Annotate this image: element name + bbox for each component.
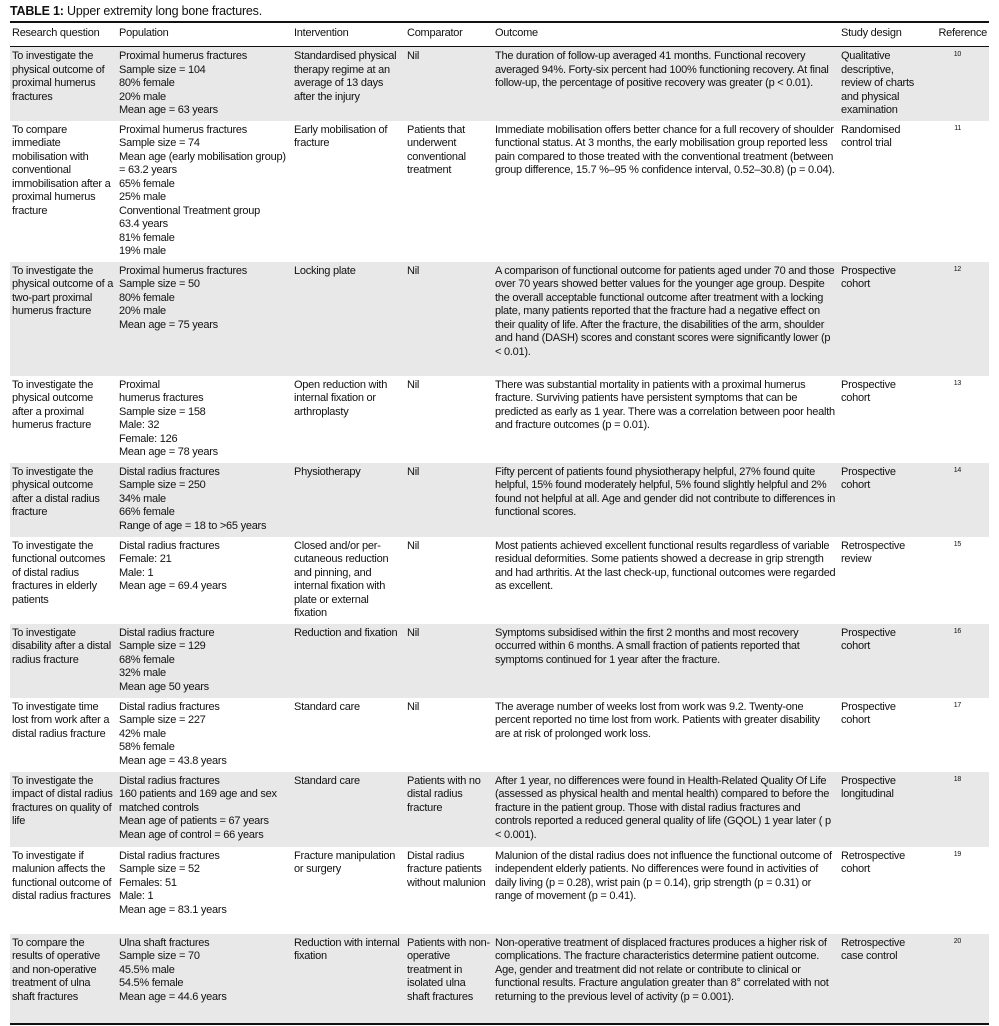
fractures-table — [10, 21, 989, 1025]
cell-research-question: To investigate time lost from work after a distal radius fracture — [12, 700, 110, 740]
population-line: Distal radius fractures — [119, 849, 220, 862]
cell-comparator: Distal radius fracture patients without malunion — [407, 849, 486, 889]
population-line: 32% male — [119, 667, 166, 679]
population-line: Sample size = 50 — [119, 278, 200, 290]
cell-study-design: Prospective longitudinal — [841, 774, 896, 800]
population-line: 63.4 years — [119, 218, 168, 230]
population-line: Mean age = 69.4 years — [119, 580, 227, 592]
population-line: Mean age 50 years — [119, 680, 209, 693]
cell-population — [117, 624, 292, 698]
population-line: 25% male — [119, 191, 166, 203]
cell-study-design: Randomised control trial — [841, 123, 901, 149]
population-line: 68% female — [119, 653, 175, 666]
cell-intervention: Reduction with internal fixation — [294, 936, 400, 962]
population-line: Mean age of patients = 67 years — [119, 815, 269, 827]
table-row — [10, 537, 989, 624]
caption-label: TABLE 1: — [10, 4, 64, 18]
cell-reference: 15 — [953, 540, 961, 548]
population-line: Female: 126 — [119, 432, 178, 445]
cell-intervention: Fracture manipulation or surgery — [294, 849, 396, 875]
population-line: Sample size = 74 — [119, 137, 200, 149]
population-line: Mean age = 44.6 years — [119, 990, 227, 1003]
cell-population — [117, 47, 292, 121]
population-line: Mean age = 63 years — [119, 104, 218, 116]
cell-study-design: Prospective cohort — [841, 465, 896, 491]
population-line: Distal radius fractures — [119, 539, 220, 552]
table-row — [10, 847, 989, 934]
table-header-row — [10, 22, 989, 47]
table-row — [10, 624, 989, 698]
population-line: Mean age = 75 years — [119, 318, 218, 331]
cell-study-design: Retrospective case control — [841, 936, 906, 962]
population-line: 54.5% female — [119, 977, 184, 989]
cell-research-question: To investigate the functional outcomes of distal radius fractures in elderly patients — [12, 539, 106, 606]
population-line: 160 patients and 169 age and sex matched controls — [119, 788, 277, 814]
cell-comparator: Patients with non-operative treatment in isolated ulna shaft fractures — [407, 936, 490, 1003]
cell-research-question: To investigate the impact of distal radius fractures on quality of life — [12, 774, 113, 827]
population-line: Sample size = 52 — [119, 863, 200, 875]
population-line: 81% female — [119, 231, 175, 244]
population-line: Proximal humerus fractures — [119, 123, 247, 136]
population-line: Conventional Treatment group — [119, 204, 260, 217]
cell-population — [117, 537, 292, 624]
cell-comparator: Patients with no distal radius fracture — [407, 774, 481, 814]
caption-text: Upper extremity long bone fractures. — [63, 4, 262, 18]
cell-intervention: Physiotherapy — [294, 465, 361, 478]
cell-comparator: Nil — [407, 626, 420, 639]
cell-population — [117, 698, 292, 772]
population-line: 45.5% male — [119, 963, 175, 976]
population-line: Male: 1 — [119, 566, 154, 579]
population-line: 20% male — [119, 90, 166, 103]
cell-study-design: Prospective cohort — [841, 700, 896, 726]
population-line: Distal radius fracture — [119, 626, 215, 639]
cell-population — [117, 262, 292, 376]
population-line: Distal radius fractures — [119, 774, 220, 787]
header-research-question: Research question — [12, 27, 100, 39]
cell-outcome: Symptoms subsidised within the first 2 months and most recovery occurred within 6 months. A small fraction of patients reported that symptoms continued for 1 year after the fracture. — [495, 626, 800, 666]
cell-outcome: Malunion of the distal radius does not influence the functional outcome of independent elderly patients. No differences were found in activities of daily living (p = 0.28), wrist pain (p = 0.14), grip strength (p = 0.31) or range of movement (p = 0.41). — [495, 849, 832, 902]
table-row — [10, 376, 989, 463]
population-line: Distal radius fractures — [119, 700, 220, 713]
population-line: Mean age = 78 years — [119, 446, 218, 458]
cell-comparator: Nil — [407, 465, 420, 478]
cell-outcome: Fifty percent of patients found physiotherapy helpful, 27% found quite helpful, 15% found moderately helpful, 5% found slightly helpful and 2% found not helpful at all. Age and gender did not contribute to differences in functional scores. — [495, 465, 836, 518]
header-comparator: Comparator — [407, 27, 463, 39]
header-outcome: Outcome — [495, 27, 538, 39]
table-row — [10, 121, 989, 262]
header-reference: Reference — [938, 27, 987, 39]
cell-population — [117, 934, 292, 1024]
cell-research-question: To investigate the physical outcome of a two-part proximal humerus fracture — [12, 264, 114, 317]
cell-study-design: Prospective cohort — [841, 378, 896, 404]
population-line: Proximal — [119, 378, 160, 391]
population-line: Mean age = 83.1 years — [119, 903, 227, 916]
cell-research-question: To compare the results of operative and non-operative treatment of ulna shaft fractures — [12, 936, 100, 1003]
header-intervention: Intervention — [294, 27, 349, 39]
cell-population — [117, 772, 292, 847]
header-population: Population — [119, 27, 169, 39]
population-line: Mean age of control = 66 years — [119, 828, 264, 841]
population-line: 65% female — [119, 177, 175, 190]
cell-intervention: Open reduction with internal fixation or arthroplasty — [294, 378, 388, 418]
table-caption — [10, 4, 262, 18]
cell-intervention: Locking plate — [294, 264, 356, 277]
population-line: humerus fractures — [119, 392, 204, 404]
cell-intervention: Standard care — [294, 774, 360, 787]
cell-study-design: Retrospective review — [841, 539, 906, 565]
cell-outcome: A comparison of functional outcome for patients aged under 70 and those over 70 years showed better values for the younger age group. Despite the overall acceptable functional outcome after treatment with a locking plate, many patients reported that the fracture had a negative effect on their quality of life. After the fracture, the disabilities of the arm, shoulder and hand (DASH) scores and constant scores were significantly lower (p < 0.01). — [495, 264, 835, 358]
table-row — [10, 698, 989, 772]
table-row — [10, 47, 989, 121]
cell-outcome: There was substantial mortality in patients with a proximal humerus fracture. Surviving patients have persistent symptoms that can be predicted as early as 1 year. There was a correlation between poor health and fracture outcomes (p = 0.01). — [495, 378, 835, 431]
header-study-design: Study design — [841, 27, 902, 39]
cell-reference: 11 — [954, 124, 961, 132]
cell-research-question: To investigate the physical outcome after a proximal humerus fracture — [12, 378, 94, 431]
cell-research-question: To investigate the physical outcome of proximal humerus fractures — [12, 50, 105, 103]
population-line: Sample size = 158 — [119, 405, 206, 418]
population-line: 58% female — [119, 741, 175, 753]
population-line: Male: 1 — [119, 890, 154, 902]
cell-study-design: Prospective cohort — [841, 626, 896, 652]
cell-reference: 13 — [953, 379, 961, 387]
population-line: Range of age = 18 to >65 years — [119, 519, 267, 532]
population-line: Male: 32 — [119, 419, 160, 431]
cell-reference: 16 — [953, 627, 961, 635]
cell-research-question: To compare immediate mobilisation with conventional immobilisation after a proximal humerus fracture — [12, 123, 111, 217]
cell-reference: 17 — [953, 701, 961, 709]
table-row — [10, 262, 989, 376]
table-row — [10, 772, 989, 847]
cell-outcome: Non-operative treatment of displaced fractures produces a higher risk of complications. The fracture characteristics determine patient outcome. Age, gender and treatment did not relate or contribute to clinical or functional results. Fracture angulation greater than 8° correlated with not returning to the previous level of activity (p = 0.001). — [495, 936, 829, 1003]
population-line: 42% male — [119, 727, 166, 740]
cell-outcome: Immediate mobilisation offers better chance for a full recovery of shoulder functional status. At 3 months, the early mobilisation group reported less pain compared to those treated with the conventional treatment (between group difference, 15.7 %–95 % confidence interval, 0.52–30.8) (p = 0.04). — [495, 123, 835, 176]
population-line: Sample size = 70 — [119, 950, 200, 962]
cell-reference: 19 — [953, 850, 961, 858]
cell-population — [117, 121, 292, 262]
population-line: Sample size = 104 — [119, 63, 206, 76]
population-line: Female: 21 — [119, 553, 172, 565]
cell-study-design: Prospective cohort — [841, 264, 896, 290]
cell-outcome: After 1 year, no differences were found in Health-Related Quality Of Life (assessed as physical health and mental health) compared to before the fracture in the patient group. Those with distal radius fractures and controls reported a reduced general quality of life (GQOL) 1 year later ( p < 0.001). — [495, 774, 831, 841]
cell-reference: 18 — [953, 775, 961, 783]
cell-outcome: The duration of follow-up averaged 41 months. Functional recovery averaged 94%. Forty-six percent had 100% functioning recovery. At final follow-up, the percentage of positive recovery was greater (p < 0.01). — [495, 50, 829, 89]
population-line: Proximal humerus fractures — [119, 50, 247, 62]
cell-intervention: Reduction and fixation — [294, 626, 398, 639]
cell-comparator: Nil — [407, 50, 420, 62]
cell-comparator: Nil — [407, 539, 420, 552]
table-row — [10, 463, 989, 537]
cell-population — [117, 463, 292, 537]
cell-comparator: Nil — [407, 378, 420, 391]
cell-research-question: To investigate the physical outcome after a distal radius fracture — [12, 465, 100, 518]
population-line: Sample size = 129 — [119, 640, 206, 652]
cell-study-design: Qualitative descriptive, review of charts and physical examination — [841, 50, 915, 116]
population-line: Females: 51 — [119, 876, 177, 889]
population-line: Sample size = 227 — [119, 714, 206, 726]
cell-intervention: Closed and/or per-cutaneous reduction and pinning, and internal fixation with plate or external fixation — [294, 539, 389, 619]
cell-research-question: To investigate disability after a distal radius fracture — [12, 626, 111, 666]
population-line: Distal radius fractures — [119, 465, 220, 478]
population-line: 80% female — [119, 77, 175, 89]
population-line: 66% female — [119, 506, 175, 518]
cell-intervention: Standard care — [294, 700, 360, 713]
population-line: Sample size = 250 — [119, 479, 206, 491]
population-line: Proximal humerus fractures — [119, 264, 247, 277]
cell-outcome: Most patients achieved excellent functional results regardless of variable residual deformities. Some patients showed a decrease in grip strength and had arthritis. At the last check-up, functional outcomes were regarded as excellent. — [495, 539, 836, 592]
table-row — [10, 934, 989, 1024]
cell-intervention: Standardised physical therapy regime at an average of 13 days after the injury — [294, 50, 397, 103]
population-line: 80% female — [119, 291, 175, 304]
cell-population — [117, 847, 292, 934]
population-line: 20% male — [119, 305, 166, 317]
population-line: Mean age = 43.8 years — [119, 754, 227, 767]
cell-reference: 20 — [953, 937, 961, 945]
cell-comparator: Patients that underwent conventional treatment — [407, 123, 466, 176]
cell-reference: 12 — [953, 265, 961, 273]
population-line: Mean age (early mobilisation group) = 63.2 years — [119, 150, 286, 176]
cell-outcome: The average number of weeks lost from work was 9.2. Twenty-one percent reported no time lost from work. Patients with greater disability are at risk of prolonged work loss. — [495, 700, 820, 740]
cell-reference: 10 — [953, 51, 961, 58]
population-line: 19% male — [119, 245, 166, 257]
cell-study-design: Retrospective cohort — [841, 849, 906, 875]
population-line: Ulna shaft fractures — [119, 936, 210, 949]
cell-research-question: To investigate if malunion affects the functional outcome of distal radius fractures — [12, 849, 112, 902]
population-line: 34% male — [119, 492, 166, 505]
cell-comparator: Nil — [407, 700, 420, 713]
cell-comparator: Nil — [407, 264, 420, 277]
cell-population — [117, 376, 292, 463]
cell-reference: 14 — [953, 466, 961, 474]
cell-intervention: Early mobilisation of fracture — [294, 123, 388, 149]
